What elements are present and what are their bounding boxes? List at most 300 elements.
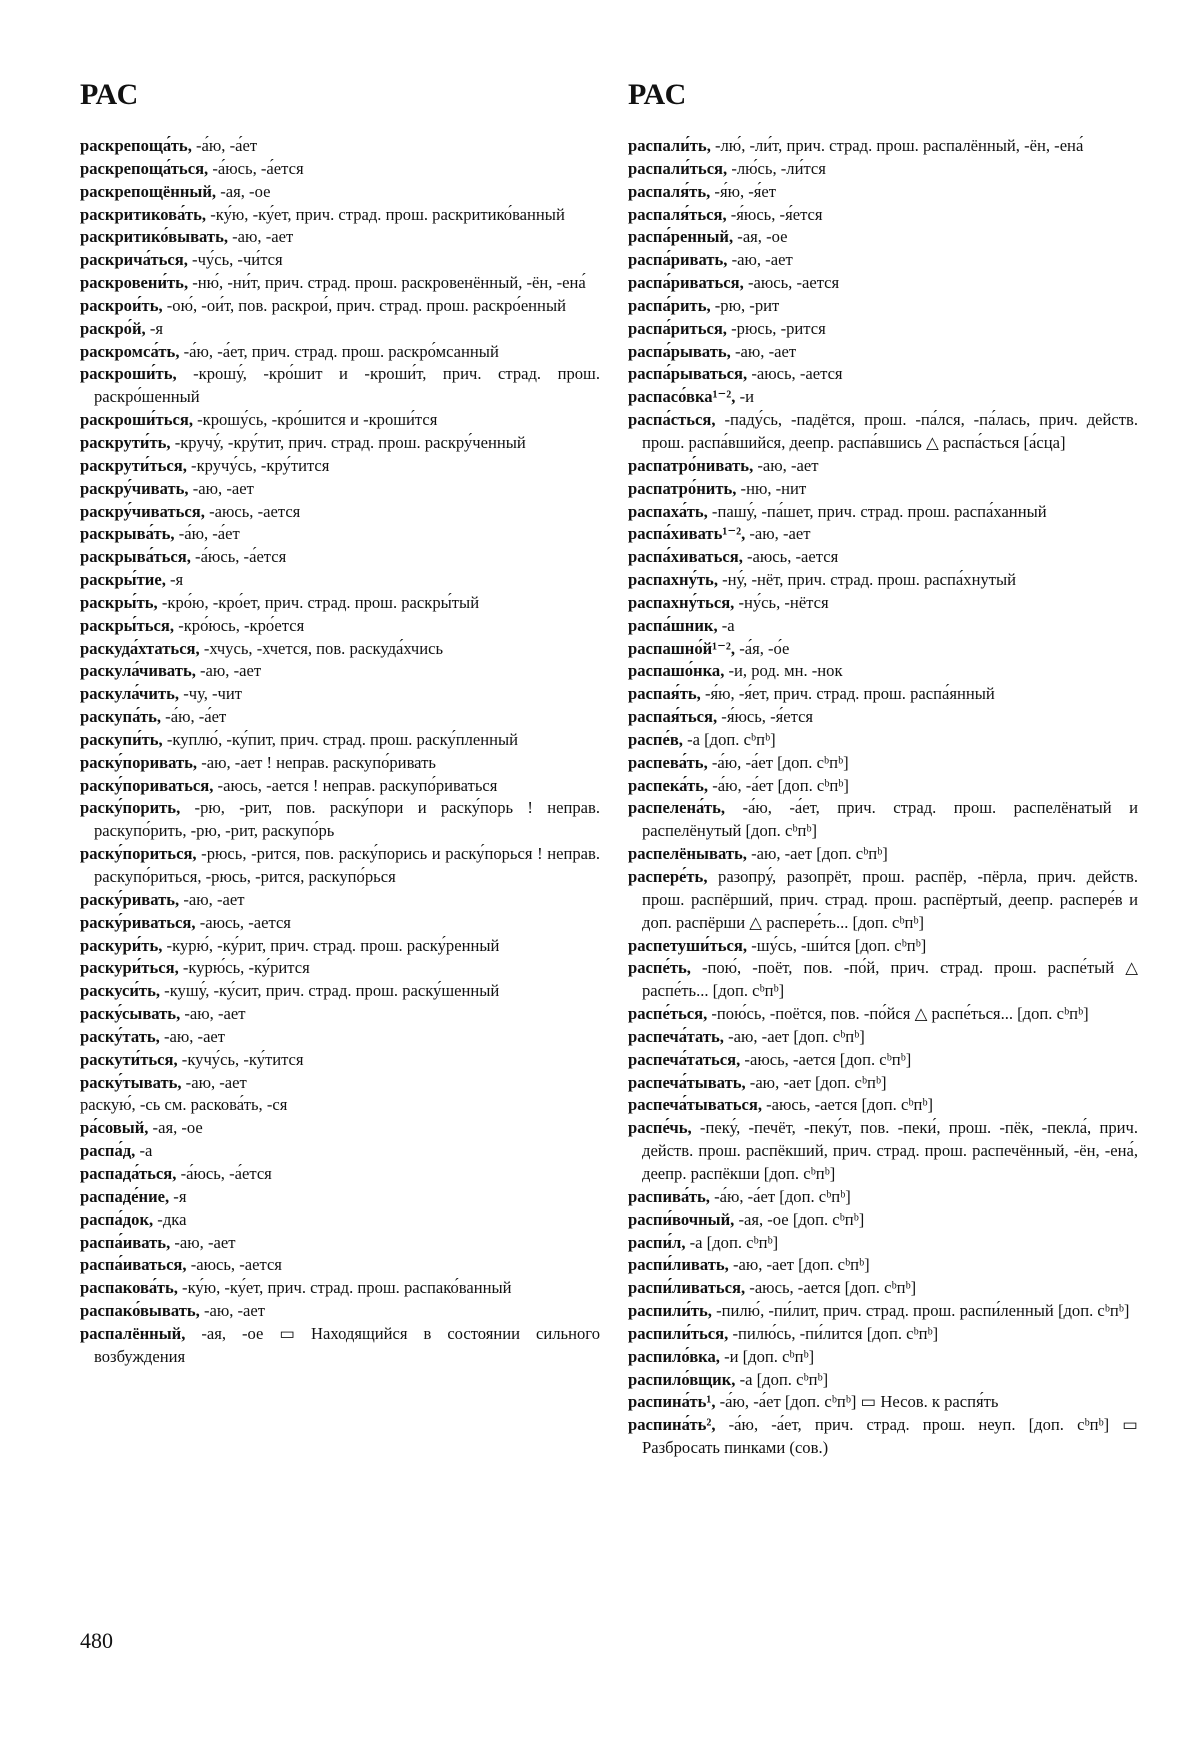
dictionary-entry: [80, 638, 600, 661]
dictionary-entry: [628, 1186, 1138, 1209]
dictionary-entry: [628, 1026, 1138, 1049]
headword: раскрича́ться,: [80, 250, 188, 270]
entry-text: -кро́ю, -кро́ет, прич. страд. прош. раскры́тый: [157, 592, 480, 612]
entry-text: -а́ю, -а́ет, прич. страд. прош. распелёнатый и распелёнутый [доп. сᵇпᵇ]: [642, 798, 1138, 841]
entry-text: -ая, -ое: [733, 227, 788, 247]
headword: распа́хиваться,: [628, 547, 743, 567]
entry-text: -аю, -ает ! неправ. раскупо́ривать: [197, 752, 436, 772]
headword: распа́шник,: [628, 615, 718, 635]
entry-text: -рюсь, -рится: [726, 318, 826, 338]
dictionary-entry: [80, 1094, 600, 1117]
entry-text: -ну́, -нёт, прич. страд. прош. распа́хнутый: [717, 570, 1017, 590]
entry-text: -аюсь, -ается [доп. сᵇпᵇ]: [740, 1049, 912, 1069]
headword: распали́ться,: [628, 158, 728, 178]
entry-text: -аю, -ает: [730, 341, 797, 361]
dictionary-entry: [80, 249, 600, 272]
entry-text: -я́юсь, -я́ется: [726, 204, 823, 224]
headword: распеча́таться,: [628, 1049, 741, 1069]
dictionary-entry: [80, 1277, 600, 1300]
headword: распи́ливаться,: [628, 1278, 746, 1298]
entry-text: -пою́, -поёт, пов. -по́й, прич. страд. прош. распе́тый △ распе́ть... [доп. сᵇпᵇ]: [642, 958, 1138, 1001]
dictionary-entry: [80, 1323, 600, 1369]
headword: распаха́ть,: [628, 501, 708, 521]
dictionary-entry: [80, 204, 600, 227]
headword: раскрути́ть,: [80, 432, 171, 452]
entry-text: -рюсь, -рится, пов. раску́порись и раску́порься ! неправ. раскупо́риться, -рюсь, -рится, раскупо́рься: [94, 844, 600, 886]
entry-text: -аюсь, -ается: [747, 364, 843, 384]
entry-text: -пилю́, -пи́лит, прич. страд. прош. распи́ленный [доп. сᵇпᵇ]: [711, 1301, 1130, 1321]
entry-text: -аю, -ает: [753, 455, 819, 475]
dictionary-entry: [628, 1391, 1138, 1414]
entry-text: -а́ю, -а́ет: [161, 707, 227, 727]
entry-text: -ню, -нит: [736, 478, 807, 498]
dictionary-entry: [80, 957, 600, 980]
headword: раскрепощённый,: [80, 181, 217, 201]
dictionary-entry: [80, 912, 600, 935]
dictionary-entry: [628, 1369, 1138, 1392]
dictionary-entry: [628, 1072, 1138, 1095]
dictionary-entry: [80, 1254, 600, 1277]
entry-text: разопру́, разопрёт, прош. распёр, -пёрла, прич. действ. прош. распёрший, прич. страд. прош. распёртый, деепр. распере́в и доп. распёрши △ распере́ть... [доп. сᵇпᵇ]: [642, 867, 1138, 932]
dictionary-entry: [628, 386, 1138, 409]
entry-text: -ая, -ое: [148, 1118, 203, 1138]
entry-text: -паду́сь, -падётся, прош. -па́лся, -па́лась, прич. действ. прош. распа́вшийся, деепр. распа́вшись △ распа́сться [а́сца]: [642, 410, 1138, 452]
dictionary-entry: [80, 1209, 600, 1232]
headword: распаде́ние,: [80, 1186, 170, 1206]
headword: распа́риваться,: [628, 273, 744, 293]
dictionary-entry: [628, 1254, 1138, 1277]
dictionary-entry: [80, 409, 600, 432]
headword: раскупа́ть,: [80, 707, 162, 727]
headword: раскро́й,: [80, 318, 146, 338]
headword: распа́ренный,: [628, 227, 734, 247]
headword: раскури́ть,: [80, 935, 163, 955]
dictionary-entry: [80, 1232, 600, 1255]
headword: раскуси́ть,: [80, 981, 161, 1001]
dictionary-entry: [628, 546, 1138, 569]
entry-text: -пашу́, -па́шет, прич. страд. прош. распа́ханный: [707, 501, 1047, 521]
entry-text: -аюсь, -ается ! неправ. раскупо́риваться: [213, 775, 498, 795]
headword: распа́ивать,: [80, 1232, 171, 1252]
entry-text: -и [доп. сᵇпᵇ]: [719, 1346, 815, 1366]
headword: раску́сывать,: [80, 1004, 181, 1024]
entry-text: -а́я, -о́е: [735, 638, 790, 658]
entry-text: -чу́сь, -чи́тся: [187, 250, 283, 270]
dictionary-entry: [628, 272, 1138, 295]
dictionary-entry: [80, 775, 600, 798]
headword: распасо́вка¹⁻²,: [628, 387, 736, 407]
entry-text: -аю, -ает: [195, 661, 262, 681]
dictionary-entry: [628, 775, 1138, 798]
dictionary-entry: [628, 181, 1138, 204]
entry-text: -аю, -ает: [745, 524, 811, 544]
headword: раску́риваться,: [80, 912, 196, 932]
entry-text: -аю, -ает: [181, 1072, 247, 1092]
dictionary-entry: [628, 1094, 1138, 1117]
headword: распива́ть,: [628, 1186, 710, 1206]
dictionary-entry: [628, 1300, 1138, 1323]
headword: распа́рить,: [628, 295, 711, 315]
headword: распе́ться,: [628, 1004, 708, 1024]
entry-text: -пою́сь, -поётся, пов. -по́йся △ распе́ться... [доп. сᵇпᵇ]: [707, 1004, 1089, 1024]
entry-text: -и, род. мн. -нок: [724, 661, 843, 681]
dictionary-entry: [628, 455, 1138, 478]
headword: распека́ть,: [628, 775, 709, 795]
headword: раскритикова́ть,: [80, 204, 207, 224]
entry-text: -ку́ю, -ку́ет, прич. страд. прош. раскритико́ванный: [206, 204, 565, 224]
dictionary-entry: [628, 135, 1138, 158]
entry-text: -а́ю, -а́ет [доп. сᵇпᵇ]: [707, 752, 849, 772]
entry-text: -а́ю, -а́ет: [174, 524, 240, 544]
entry-text: -аю, -ает [доп. сᵇпᵇ]: [723, 1026, 865, 1046]
headword: раскрепоща́ться,: [80, 158, 209, 178]
dictionary-entry: [80, 501, 600, 524]
dictionary-entry: [628, 683, 1138, 706]
entry-text: -а [доп. сᵇпᵇ]: [685, 1232, 779, 1252]
dictionary-entry: [628, 478, 1138, 501]
dictionary-entry: [80, 1186, 600, 1209]
headword: распаля́ться,: [628, 204, 727, 224]
entry-text: -я: [145, 318, 163, 338]
dictionary-entry: [628, 1414, 1138, 1460]
entry-text: -кручу́, -кру́тит, прич. страд. прош. раскру́ченный: [170, 432, 526, 452]
dictionary-entry: [628, 660, 1138, 683]
headword: раскула́чить,: [80, 684, 180, 704]
headword: раскрои́ть,: [80, 295, 163, 315]
headword: распи́л,: [628, 1232, 686, 1252]
dictionary-entry: [80, 797, 600, 843]
dictionary-entry: [80, 1300, 600, 1323]
dictionary-entry: [628, 1117, 1138, 1186]
dictionary-entry: [628, 249, 1138, 272]
dictionary-entry: [628, 295, 1138, 318]
headword: распашо́нка,: [628, 661, 725, 681]
headword: распина́ть²,: [628, 1415, 716, 1435]
dictionary-entry: [628, 523, 1138, 546]
entry-text: -ая, -ое: [216, 181, 271, 201]
dictionary-entry: [628, 363, 1138, 386]
page-number: 480: [80, 1628, 113, 1653]
dictionary-entry: [80, 729, 600, 752]
dictionary-entry: [628, 866, 1138, 935]
dictionary-entry: [628, 957, 1138, 1003]
entry-text: раскую́, -сь см. раскова́ть, -ся: [80, 1095, 288, 1115]
entry-text: -шу́сь, -ши́тся [доп. сᵇпᵇ]: [747, 935, 927, 955]
dictionary-entry: [80, 1163, 600, 1186]
dictionary-entry: [628, 1346, 1138, 1369]
dictionary-entry: [80, 523, 600, 546]
headword: распашно́й¹⁻²,: [628, 638, 736, 658]
entry-text: -аю, -ает [доп. сᵇпᵇ]: [728, 1255, 870, 1275]
entry-text: -а́ю, -а́ет [доп. сᵇпᵇ]: [708, 775, 849, 795]
entry-text: -ая, -ое [доп. сᵇпᵇ]: [734, 1209, 865, 1229]
dictionary-entry: [80, 843, 600, 889]
dictionary-entry: [80, 1049, 600, 1072]
dictionary-entry: [628, 501, 1138, 524]
dictionary-entry: [80, 1072, 600, 1095]
entry-text: -я: [169, 1186, 187, 1206]
headword: распеча́тываться,: [628, 1095, 762, 1115]
entry-text: -рю, -рит: [710, 295, 780, 315]
dictionary-entry: [628, 797, 1138, 843]
entry-text: -кучу́сь, -ку́тится: [177, 1049, 304, 1069]
headword: распакова́ть,: [80, 1278, 178, 1298]
headword: распили́ть,: [628, 1301, 712, 1321]
headword: раскровени́ть,: [80, 273, 189, 293]
headword: раскути́ться,: [80, 1049, 178, 1069]
headword: распелена́ть,: [628, 798, 725, 818]
headword: распа́хивать¹⁻²,: [628, 524, 746, 544]
headword: раску́тывать,: [80, 1072, 182, 1092]
entry-text: -аю, -ает [доп. сᵇпᵇ]: [746, 844, 888, 864]
entry-text: -пеку́, -печёт, -пеку́т, пов. -пеки́, прош. -пёк, -пекла́, прич. действ. прош. распёкший, прич. страд. прош. распечённый, -ён, -ена́, деепр. распёкши [доп. сᵇпᵇ]: [642, 1118, 1138, 1183]
headword: распе́ть,: [628, 958, 691, 978]
headword: распако́вывать,: [80, 1301, 200, 1321]
entry-text: -а: [135, 1141, 153, 1161]
dictionary-entry: [80, 432, 600, 455]
dictionary-entry: [80, 660, 600, 683]
entry-text: -аюсь, -ается: [195, 912, 291, 932]
headword: раскромса́ть,: [80, 341, 180, 361]
entry-text: -я: [165, 570, 184, 590]
headword: раску́ривать,: [80, 889, 180, 909]
headword: раскру́чивать,: [80, 478, 189, 498]
headword: раску́тать,: [80, 1026, 160, 1046]
dictionary-entry: [628, 318, 1138, 341]
headword: распина́ть¹,: [628, 1392, 716, 1412]
dictionary-entry: [80, 478, 600, 501]
dictionary-entry: [80, 592, 600, 615]
entry-text: -лю́, -ли́т, прич. страд. прош. распалённый, -ён, -ена́: [710, 136, 1084, 155]
headword: раскрыва́ть,: [80, 524, 175, 544]
entry-text: -чу, -чит: [179, 684, 243, 704]
headword: распахну́ться,: [628, 592, 735, 612]
dictionary-entry: [628, 1003, 1138, 1026]
headword: распа́рывать,: [628, 341, 731, 361]
headword: распа́иваться,: [80, 1255, 187, 1275]
headword: распеча́тывать,: [628, 1072, 746, 1092]
headword: распили́ться,: [628, 1323, 729, 1343]
dictionary-entry: [80, 363, 600, 409]
headword: раску́пориться,: [80, 844, 197, 864]
dictionary-entry: [80, 455, 600, 478]
dictionary-entry: [628, 1209, 1138, 1232]
headword: распе́чь,: [628, 1118, 692, 1138]
entry-text: -а́юсь, -а́ется: [190, 547, 287, 567]
dictionary-entry: [80, 546, 600, 569]
headword: распа́ривать,: [628, 250, 728, 270]
dictionary-entry: [628, 752, 1138, 775]
headword: распая́ться,: [628, 707, 718, 727]
headword: распахну́ть,: [628, 570, 718, 590]
headword: раскритико́вывать,: [80, 227, 228, 247]
entry-text: -аю, -ает: [170, 1232, 236, 1252]
entry-text: -а [доп. сᵇпᵇ]: [735, 1369, 829, 1389]
dictionary-entry: [628, 204, 1138, 227]
headword: раскула́чивать,: [80, 661, 196, 681]
dictionary-entry: [80, 569, 600, 592]
headword: раскроши́ть,: [80, 364, 177, 384]
entry-text: -аюсь, -ается: [743, 273, 840, 293]
dictionary-entry: [628, 1049, 1138, 1072]
headword: распи́ливать,: [628, 1255, 729, 1275]
dictionary-entry: [80, 1140, 600, 1163]
entry-text: -аюсь, -ается [доп. сᵇпᵇ]: [761, 1095, 933, 1115]
headword: ра́совый,: [80, 1118, 149, 1138]
dictionary-entry: [80, 706, 600, 729]
entry-text: -а́ю, -а́ет, прич. страд. прош. неуп. [доп. сᵇпᵇ] ▭ Разбросать пинками (сов.): [642, 1415, 1138, 1458]
headword: раскры́тие,: [80, 570, 166, 590]
entry-text: -аю, -ает: [228, 227, 294, 247]
dictionary-entry: [80, 935, 600, 958]
dictionary-entry: [80, 615, 600, 638]
entry-text: -ою́, -ои́т, пов. раскрои́, прич. страд. прош. раскро́енный: [162, 295, 566, 315]
headword: распаля́ть,: [628, 181, 711, 201]
entry-text: -а́ю, -а́ет [доп. сᵇпᵇ] ▭ Несов. к распя́ть: [715, 1392, 999, 1412]
headword: распа́д,: [80, 1141, 136, 1161]
headword: распали́ть,: [628, 136, 711, 155]
headword: распелёнывать,: [628, 844, 747, 864]
headword: раску́пориваться,: [80, 775, 214, 795]
headword: раскроши́ться,: [80, 410, 193, 430]
entry-text: -аю, -ает: [188, 478, 254, 498]
headword: распатро́нивать,: [628, 455, 754, 475]
entry-text: -аюсь, -ается: [186, 1255, 282, 1275]
dictionary-entry: [80, 135, 600, 158]
entry-text: -а́юсь, -а́ется: [176, 1163, 272, 1183]
headword: распеча́тать,: [628, 1026, 724, 1046]
dictionary-entry: [628, 592, 1138, 615]
entry-text: -и: [735, 387, 754, 407]
dictionary-entry: [628, 706, 1138, 729]
entry-text: -пилю́сь, -пи́лится [доп. сᵇпᵇ]: [728, 1323, 939, 1343]
dictionary-entry: [80, 158, 600, 181]
dictionary-entry: [628, 1232, 1138, 1255]
dictionary-entry: [628, 569, 1138, 592]
headword: распа́риться,: [628, 318, 727, 338]
headword: распетуши́ться,: [628, 935, 748, 955]
dictionary-entry: [628, 638, 1138, 661]
dictionary-entry: [628, 341, 1138, 364]
headword: раскры́ть,: [80, 592, 158, 612]
entry-text: -аю, -ает: [159, 1026, 226, 1046]
headword: распило́вка,: [628, 1346, 720, 1366]
entry-text: -курю́, -ку́рит, прич. страд. прош. раску́ренный: [162, 935, 500, 955]
dictionary-entry: [628, 1323, 1138, 1346]
entry-text: -хчусь, -хчется, пов. раскуда́хчись: [199, 638, 444, 658]
entry-text: -ну́сь, -нётся: [734, 592, 829, 612]
headword: раскупи́ть,: [80, 729, 163, 749]
entry-text: -лю́сь, -ли́тся: [727, 158, 826, 178]
headword: распи́вочный,: [628, 1209, 735, 1229]
dictionary-entry: [628, 843, 1138, 866]
entry-text: -ню́, -ни́т, прич. страд. прош. раскровенённый, -ён, -ена́: [188, 273, 586, 293]
headword: распа́док,: [80, 1209, 154, 1229]
entry-text: -аю, -ает: [179, 889, 245, 909]
headword: распая́ть,: [628, 684, 701, 704]
entry-text: -аю, -ает: [180, 1004, 246, 1024]
headword: раскури́ться,: [80, 958, 179, 978]
headword: распада́ться,: [80, 1163, 177, 1183]
headword: распалённый,: [80, 1323, 186, 1343]
dictionary-entry: [628, 226, 1138, 249]
headword: раскрыва́ться,: [80, 547, 191, 567]
entry-text: -аюсь, -ается [доп. сᵇпᵇ]: [745, 1278, 917, 1298]
entry-text: -аю, -ает [доп. сᵇпᵇ]: [745, 1072, 887, 1092]
headword: распатро́нить,: [628, 478, 737, 498]
entry-text: -кушу́, -ку́сит, прич. страд. прош. раску́шенный: [160, 981, 500, 1001]
headword: распе́в,: [628, 729, 683, 749]
headword: распере́ть,: [628, 867, 708, 886]
entry-text: -курю́сь, -ку́рится: [178, 958, 310, 978]
dictionary-entry: [628, 158, 1138, 181]
entry-text: -а [доп. сᵇпᵇ]: [682, 729, 776, 749]
dictionary-entry: [80, 980, 600, 1003]
entry-text: -аюсь, -ается: [742, 547, 839, 567]
entry-text: -кро́юсь, -кро́ется: [174, 615, 305, 635]
dictionary-entry: [80, 752, 600, 775]
entry-text: -аю, -ает: [727, 250, 793, 270]
dictionary-entry: [80, 1026, 600, 1049]
running-head-right: РАС: [628, 78, 688, 111]
dictionary-entry: [80, 1003, 600, 1026]
entry-text: -а: [717, 615, 735, 635]
headword: распева́ть,: [628, 752, 708, 772]
dictionary-entry: [80, 318, 600, 341]
dictionary-entry: [80, 683, 600, 706]
headword: распа́рываться,: [628, 364, 748, 384]
dictionary-entry: [628, 729, 1138, 752]
headword: раскуда́хтаться,: [80, 638, 200, 658]
dictionary-entry: [80, 181, 600, 204]
entry-text: -ая, -ое ▭ Находящийся в состоянии сильного возбуждения: [94, 1323, 600, 1366]
left-column: [80, 135, 600, 1369]
headword: раскрути́ться,: [80, 455, 187, 475]
entry-text: -а́юсь, -а́ется: [208, 158, 304, 178]
dictionary-entry: [80, 341, 600, 364]
right-column: [628, 135, 1138, 1460]
entry-text: -а́ю, -а́ет: [191, 136, 258, 155]
entry-text: -а́ю, -а́ет, прич. страд. прош. раскро́мсанный: [179, 341, 499, 361]
dictionary-entry: [628, 935, 1138, 958]
dictionary-entry: [628, 1277, 1138, 1300]
entry-text: -крошу́, -кро́шит и -кроши́т, прич. страд. прош. раскро́шенный: [94, 364, 600, 407]
headword: раскрепоща́ть,: [80, 136, 192, 155]
entry-text: -кручу́сь, -кру́тится: [186, 455, 330, 475]
running-head-left: РАС: [80, 78, 140, 111]
entry-text: -а́ю, -а́ет [доп. сᵇпᵇ]: [709, 1186, 851, 1206]
dictionary-entry: [628, 615, 1138, 638]
entry-text: -рю, -рит, пов. раску́пори и раску́порь ! неправ. раскупо́рить, -рю, -рит, раскупо́рь: [94, 798, 600, 841]
dictionary-entry: [80, 1117, 600, 1140]
headword: распило́вщик,: [628, 1369, 736, 1389]
entry-text: -аю, -ает: [199, 1301, 266, 1321]
entry-text: -я́ю, -я́ет: [710, 181, 777, 201]
entry-text: -дка: [153, 1209, 187, 1229]
entry-text: -крошу́сь, -кро́шится и -кроши́тся: [192, 410, 438, 430]
dictionary-entry: [80, 226, 600, 249]
entry-text: -куплю́, -ку́пит, прич. страд. прош. раску́пленный: [162, 729, 519, 749]
entry-text: -я́юсь, -я́ется: [717, 707, 814, 727]
headword: раску́поривать,: [80, 752, 198, 772]
entry-text: -ку́ю, -ку́ет, прич. страд. прош. распако́ванный: [177, 1278, 512, 1298]
dictionary-entry: [80, 295, 600, 318]
dictionary-entry: [80, 889, 600, 912]
dictionary-entry: [628, 409, 1138, 455]
headword: раскру́чиваться,: [80, 501, 205, 521]
dictionary-entry: [80, 272, 600, 295]
headword: раскры́ться,: [80, 615, 175, 635]
